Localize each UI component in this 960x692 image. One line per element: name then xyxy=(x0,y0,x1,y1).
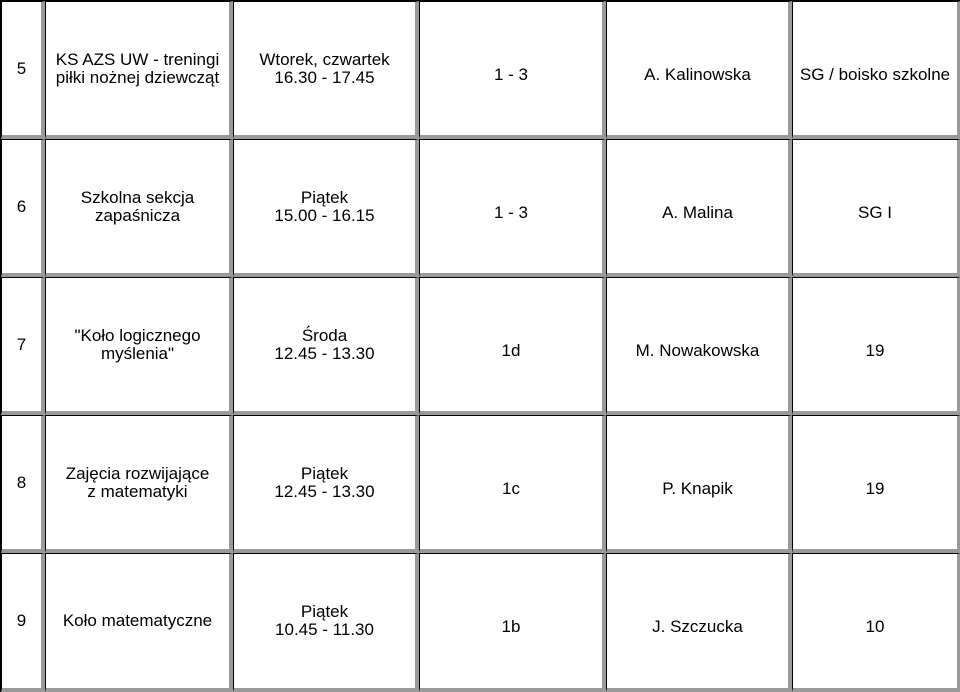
teacher-cell: P. Knapik xyxy=(606,415,792,553)
schedule-cell: Piątek 15.00 - 16.15 xyxy=(233,139,419,277)
activity-cell: Szkolna sekcja zapaśnicza xyxy=(45,139,233,277)
activity-cell: Koło matematyczne xyxy=(45,553,233,692)
schedule-body xyxy=(1,1,960,692)
schedule-cell: Piątek 10.45 - 11.30 xyxy=(233,553,419,692)
table-row xyxy=(1,415,960,553)
row-number: 8 xyxy=(1,415,45,553)
teacher-cell: M. Nowakowska xyxy=(606,277,792,415)
table-row xyxy=(1,139,960,277)
room-cell: 19 xyxy=(792,415,960,553)
activity-cell: Zajęcia rozwijające z matematyki xyxy=(45,415,233,553)
classes-cell: 1c xyxy=(419,415,606,553)
table-row xyxy=(1,277,960,415)
table-row xyxy=(1,1,960,139)
teacher-cell: J. Szczucka xyxy=(606,553,792,692)
schedule-cell: Piątek 12.45 - 13.30 xyxy=(233,415,419,553)
classes-cell: 1b xyxy=(419,553,606,692)
activity-cell: "Koło logicznego myślenia" xyxy=(45,277,233,415)
teacher-cell: A. Kalinowska xyxy=(606,1,792,139)
room-cell: SG I xyxy=(792,139,960,277)
classes-cell: 1 - 3 xyxy=(419,139,606,277)
schedule-cell: Środa 12.45 - 13.30 xyxy=(233,277,419,415)
activity-cell: KS AZS UW - treningi piłki nożnej dziewcząt xyxy=(45,1,233,139)
teacher-cell: A. Malina xyxy=(606,139,792,277)
row-number: 6 xyxy=(1,139,45,277)
schedule-cell: Wtorek, czwartek 16.30 - 17.45 xyxy=(233,1,419,139)
row-number: 5 xyxy=(1,1,45,139)
room-cell: SG / boisko szkolne xyxy=(792,1,960,139)
classes-cell: 1 - 3 xyxy=(419,1,606,139)
table-row xyxy=(1,553,960,692)
classes-cell: 1d xyxy=(419,277,606,415)
room-cell: 10 xyxy=(792,553,960,692)
row-number: 9 xyxy=(1,553,45,692)
row-number: 7 xyxy=(1,277,45,415)
room-cell: 19 xyxy=(792,277,960,415)
